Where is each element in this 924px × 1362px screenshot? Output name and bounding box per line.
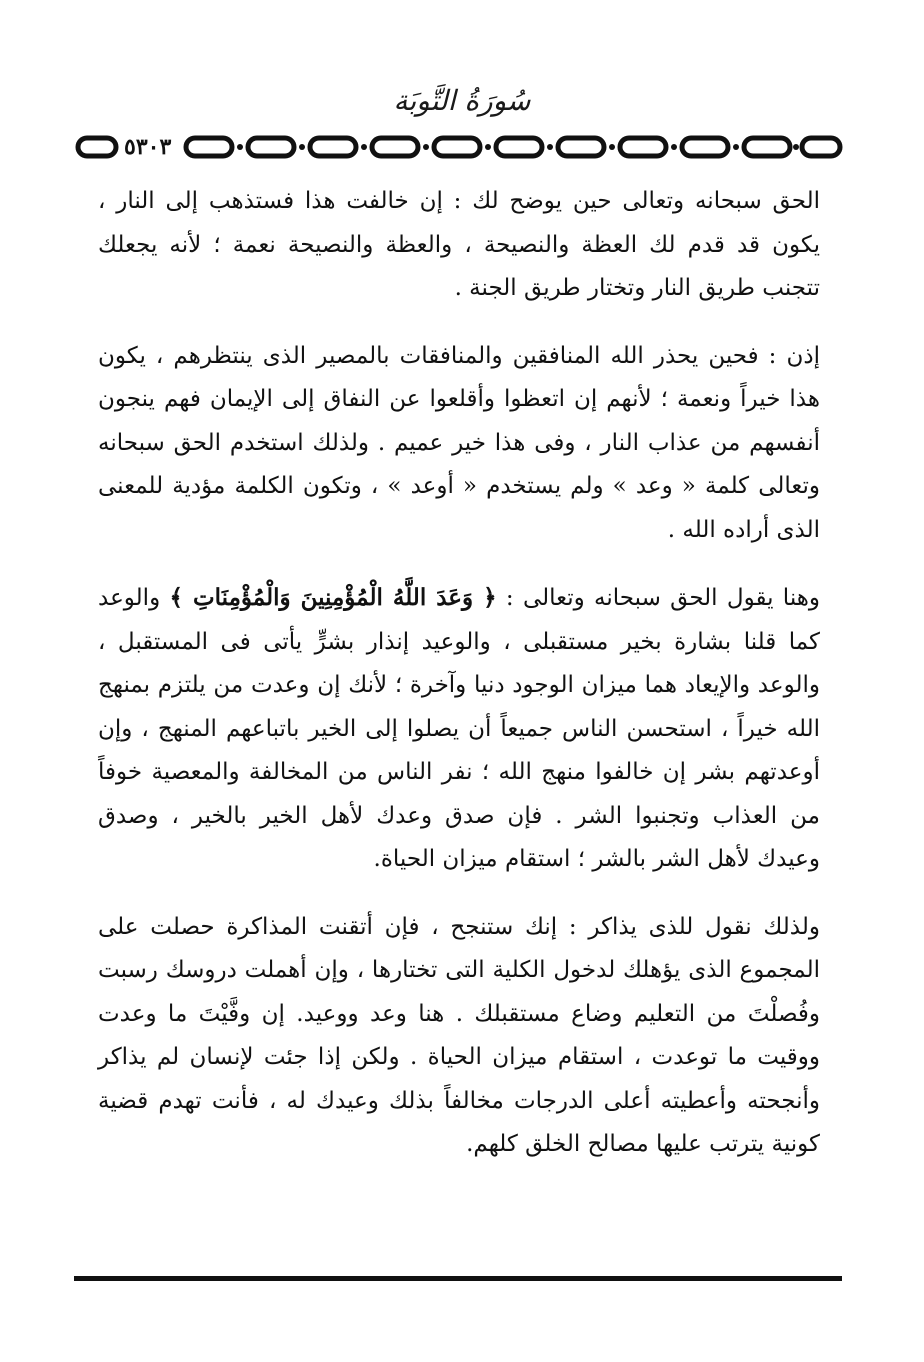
paragraph-4: ولذلك نقول للذى يذاكر : إنك ستنجح ، فإن أتقنت المذاكرة حصلت على المجموع الذى يؤهلك لدخول الكلية التى تختارها ، وإن أهملت دروسك رسبت وفُصلْتَ من التعليم وضاع مستقبلك . هنا وعد ووعيد. إن وفَّيْتَ ما وعدت ووقيت ما توعدت ، استقام ميزان الحياة . ولكن إذا جئت لإنسان لم يذاكر وأنجحته وأعطيته أعلى الدرجات مخالفاً بذلك وعيدك له ، فأنت تهدم قضية كونية يترتب عليها مصالح الخلق كلهم. [98,913,820,1157]
paragraph-3-intro: وهنا يقول الحق سبحانه وتعالى : [496,585,820,611]
body-text [98,180,820,1191]
footer-rule [74,1276,842,1281]
paragraph-3 [98,576,820,882]
surah-title: سُورَةُ التَّوبَة [393,84,531,117]
paragraph-1: الحق سبحانه وتعالى حين يوضح لك : إن خالفت هذا فستذهب إلى النار ، يكون قد قدم لك العظة والنصيحة ، والعظة والنصيحة نعمة ؛ لأنه يجعلك تتجنب طريق النار وتختار طريق الجنة . [98,188,820,301]
paragraph-3-rest: والوعد كما قلنا بشارة بخير مستقبلى ، والوعيد إنذار بشرٍّ يأتى فى المستقبل ، والوعد والإيعاد هما ميزان الوجود دنيا وآخرة ؛ لأنك إن وعدت من يلتزم بمنهج الله خيراً ، استحسن الناس جميعاً أن يصلوا إلى الخير باتباعهم المنهج ، وإن أوعدتهم بشر إن خالفوا منهج الله ؛ نفر الناس من المخالفة والمعصية خوفاً من العذاب وتجنبوا الشر . فإن صدق وعدك لأهل الخير بالخير ، وصدق وعيدك لأهل الشر بالشر ؛ استقام ميزان الحياة. [98,585,820,872]
quran-verse: ﴿ وَعَدَ اللَّهُ الْمُؤْمِنِينَ وَالْمُؤْمِنَاتِ ﴾ [169,584,497,611]
page-number: ٥٣٠٣ [120,134,175,160]
paragraph-2: إذن : فحين يحذر الله المنافقين والمنافقات بالمصير الذى ينتظرهم ، يكون هذا خيراً ونعمة ؛ لأنهم إن اتعظوا وأقلعوا عن النفاق إلى الإيمان فهم ينجون أنفسهم من عذاب النار ، وفى هذا خير عميم . ولذلك استخدم الحق سبحانه وتعالى كلمة « وعد » ولم يستخدم « أوعد » ، وتكون الكلمة مؤدية للمعنى الذى أراده الله . [98,342,820,543]
header-ornament-chain [74,132,844,162]
